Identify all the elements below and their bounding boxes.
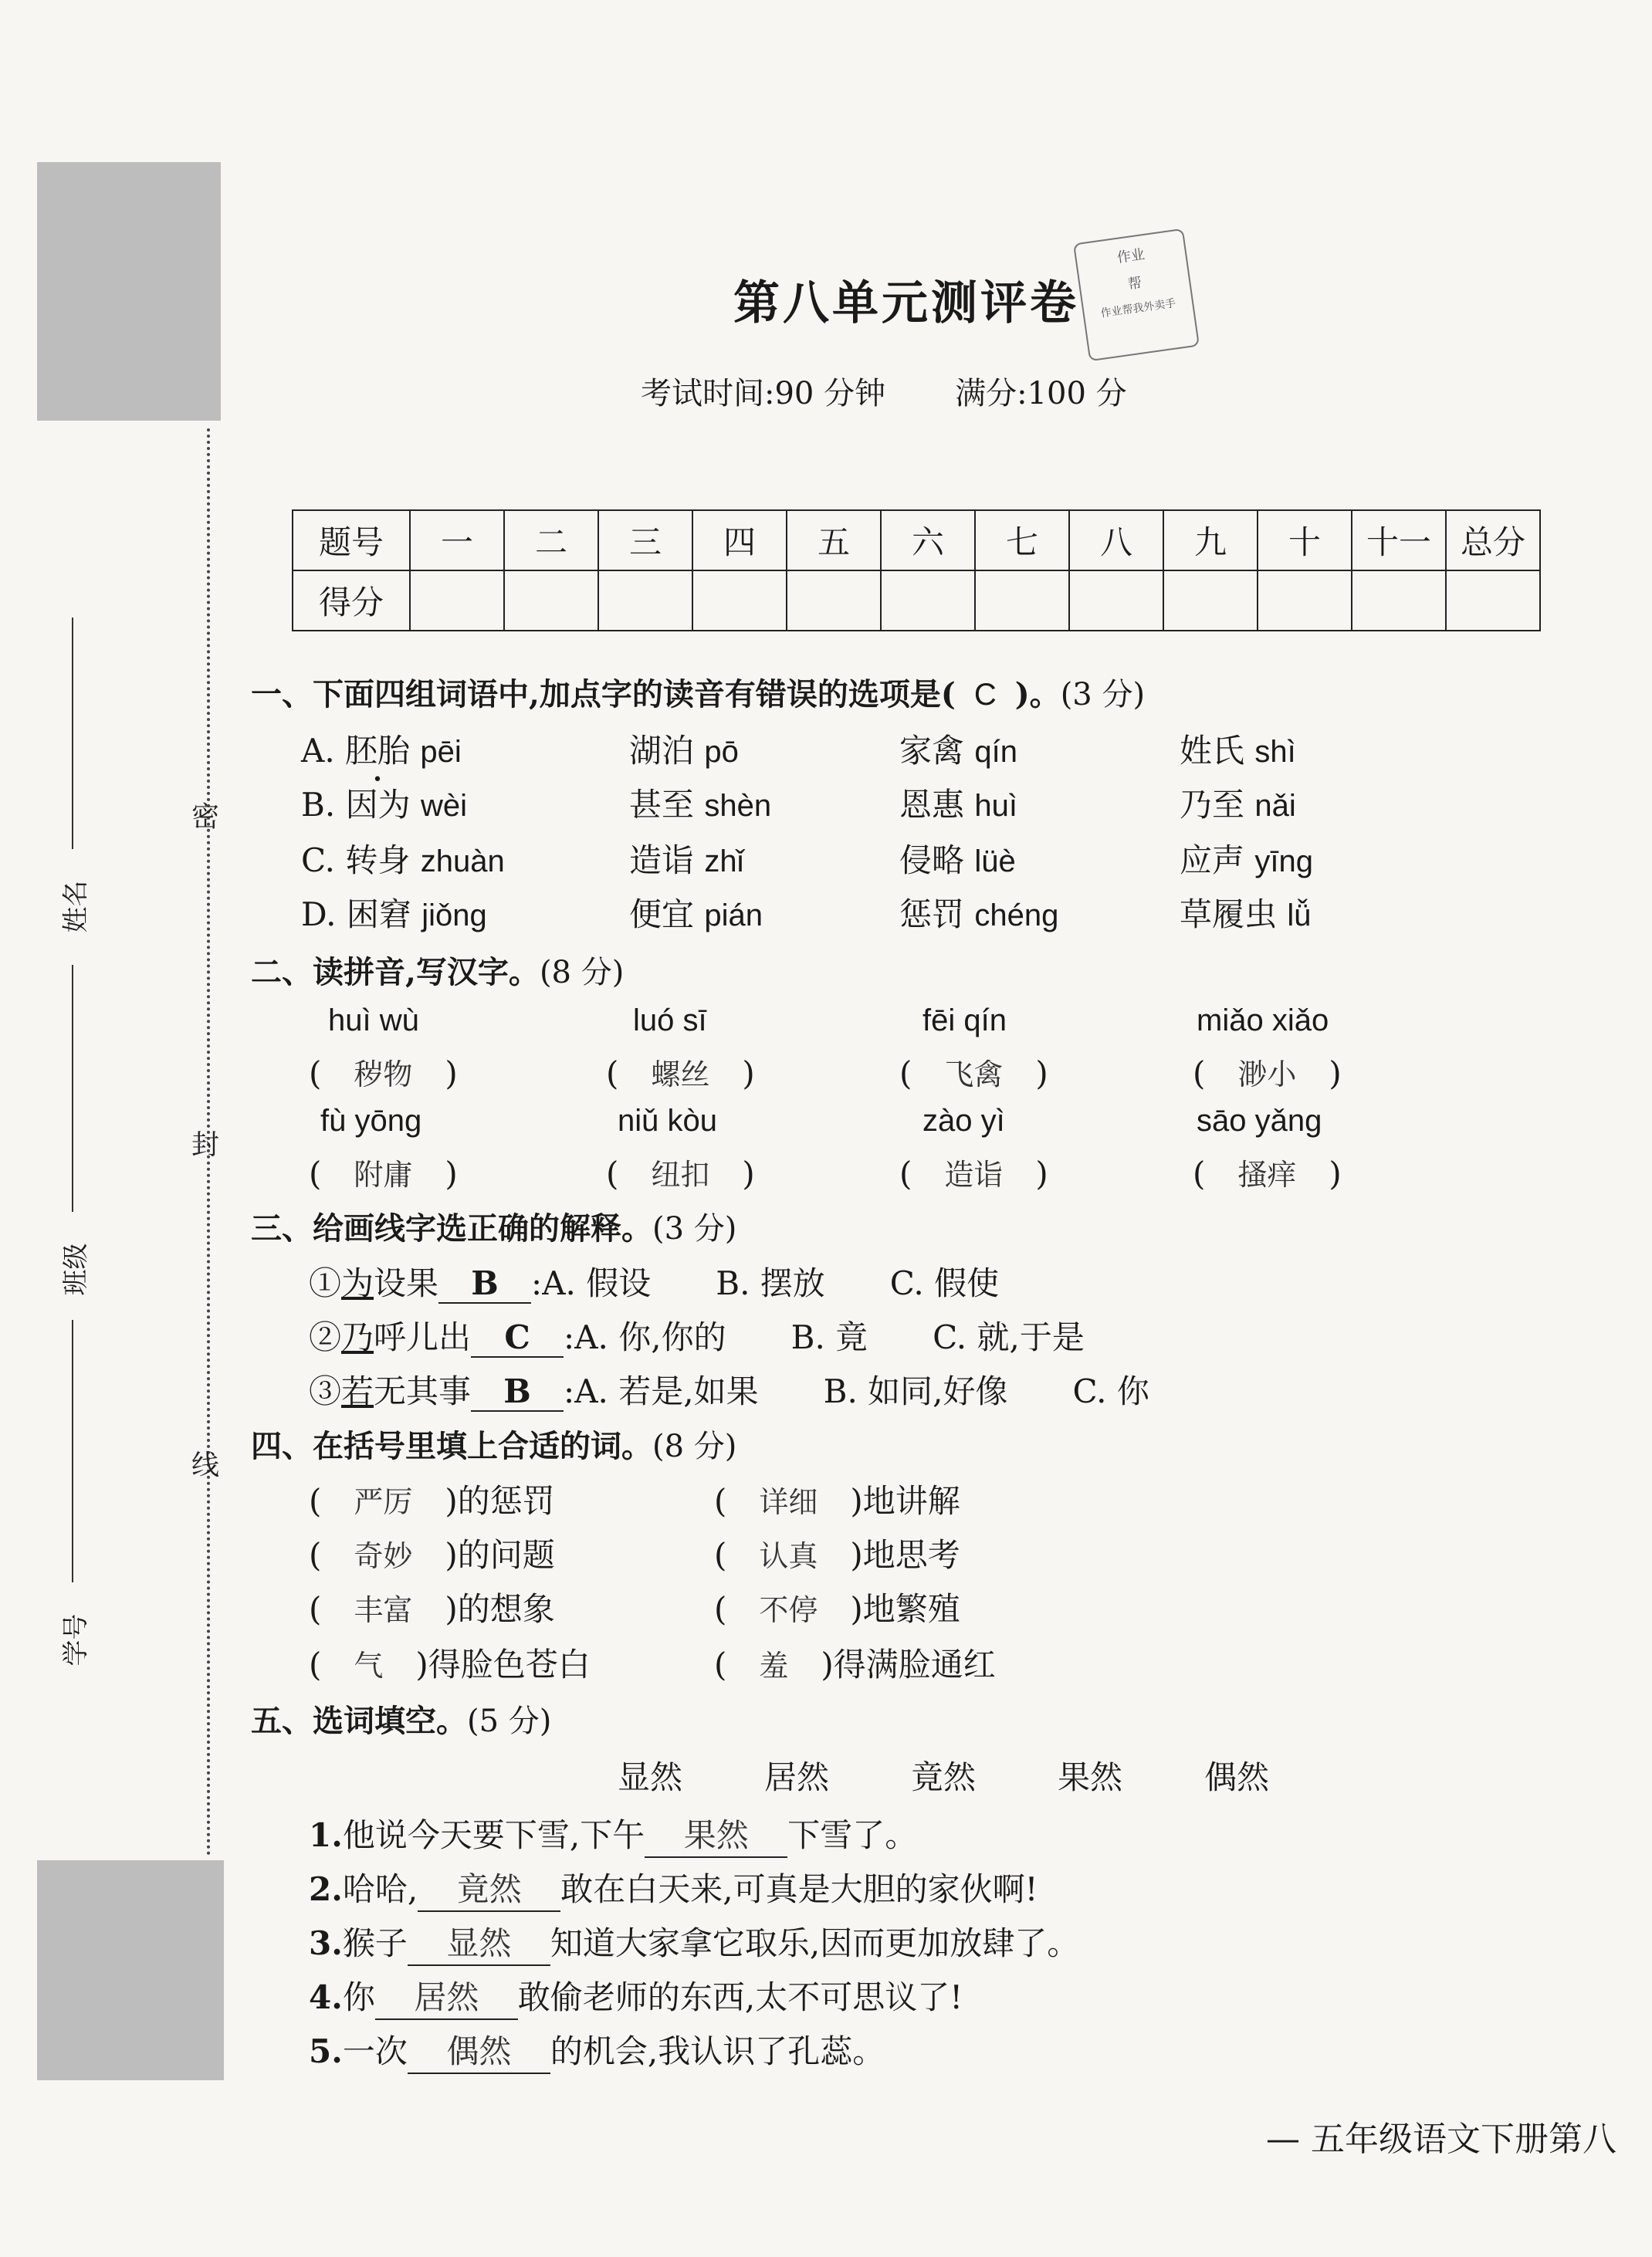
table-cell: 得分 — [293, 570, 410, 631]
q5-heading: 五、选词填空。(5 分) — [251, 1703, 552, 1739]
score-input-cell[interactable] — [410, 570, 504, 631]
q1-row-b-4: 乃至 nǎi — [1180, 786, 1296, 824]
q2-answer-box: ( 螺丝 ) — [606, 1054, 755, 1092]
q4-item: ( 丰富 )的想象 — [309, 1590, 555, 1628]
score-table-header-row — [293, 510, 1540, 570]
score-input-cell[interactable] — [787, 570, 881, 631]
q1-answer: C — [973, 678, 997, 712]
score-input-cell[interactable] — [1446, 570, 1540, 631]
q4-item: ( 认真 )地思考 — [714, 1536, 960, 1574]
q4-item: ( 严厉 )的惩罚 — [309, 1482, 555, 1520]
q3-item: ③若无其事 B :A. 若是,如果 B. 如同,好像 C. 你 — [309, 1372, 1149, 1410]
q2-answer-box: ( 飞禽 ) — [899, 1054, 1048, 1092]
q2-answer-box: ( 搔痒 ) — [1193, 1155, 1342, 1193]
side-label-number: 学号 — [60, 1613, 92, 1667]
q2-pinyin: miǎo xiǎo — [1197, 1003, 1329, 1037]
q5-sentence: 3.猴子 显然 知道大家拿它取乐,因而更加放肆了。 — [309, 1918, 1079, 1966]
q1-row-a-4: 姓氏 shì — [1180, 732, 1296, 770]
page-title: 第八单元测评卷 — [733, 276, 1079, 330]
table-cell: 九 — [1163, 510, 1258, 570]
q1-row-c-2: 造诣 zhǐ — [629, 841, 744, 879]
q4-heading: 四、在括号里填上合适的词。(8 分) — [251, 1428, 737, 1464]
score-input-cell[interactable] — [1069, 570, 1163, 631]
table-cell: 四 — [692, 510, 787, 570]
margin-gray-block-bottom — [37, 1860, 224, 2080]
q5-sentence: 5.一次 偶然 的机会,我认识了孔蕊。 — [309, 2026, 885, 2074]
q4-item: ( 羞 )得满脸通红 — [714, 1646, 996, 1683]
table-cell: 一 — [410, 510, 504, 570]
q1-row-a: A. 胚胎 pēi — [301, 732, 462, 770]
side-line-number — [72, 1320, 73, 1582]
q5-sentence: 1.他说今天要下雪,下午 果然 下雪了。 — [309, 1810, 917, 1858]
q2-pinyin: niǔ kòu — [618, 1104, 717, 1138]
table-cell: 总分 — [1446, 510, 1540, 570]
score-input-cell[interactable] — [1258, 570, 1352, 631]
page-footer: — 五年级语文下册第八 — [1266, 2120, 1616, 2159]
q4-item: ( 气 )得脸色苍白 — [309, 1646, 591, 1683]
q2-pinyin: sāo yǎng — [1197, 1104, 1322, 1138]
q4-item: ( 奇妙 )的问题 — [309, 1536, 555, 1574]
q5-word: 显然 — [618, 1758, 683, 1796]
q2-heading: 二、读拼音,写汉字。(8 分) — [251, 954, 625, 990]
q2-pinyin: zào yì — [922, 1104, 1005, 1138]
exam-time: 考试时间:90 分钟 — [641, 376, 886, 411]
table-cell: 三 — [598, 510, 692, 570]
q1-row-d: D. 困窘 jiǒng — [301, 895, 487, 933]
q5-word: 竟然 — [911, 1758, 977, 1796]
table-cell: 八 — [1069, 510, 1163, 570]
q5-sentence: 4.你 居然 敢偷老师的东西,太不可思议了! — [309, 1972, 963, 2020]
q1-row-c: C. 转身 zhuàn — [301, 841, 505, 879]
q1-row-d-3: 惩罚 chéng — [899, 895, 1059, 933]
q1-row-d-4: 草履虫 lǚ — [1180, 895, 1312, 933]
q2-answer-box: ( 渺小 ) — [1193, 1054, 1342, 1092]
score-input-cell[interactable] — [598, 570, 692, 631]
score-input-cell[interactable] — [692, 570, 787, 631]
table-cell: 题号 — [293, 510, 410, 570]
q1-row-a-3: 家禽 qín — [899, 732, 1017, 770]
binding-char-mi: 密 — [191, 801, 220, 833]
score-table-score-row — [293, 570, 1540, 631]
table-cell: 十 — [1258, 510, 1352, 570]
score-input-cell[interactable] — [1163, 570, 1258, 631]
q3-heading: 三、给画线字选正确的解释。(3 分) — [251, 1210, 737, 1247]
side-label-class: 班级 — [60, 1243, 92, 1296]
q5-word: 果然 — [1058, 1758, 1123, 1796]
q5-word: 居然 — [764, 1758, 830, 1796]
q1-heading: 一、下面四组词语中,加点字的读音有错误的选项是( C )。(3 分) — [251, 676, 1146, 712]
q2-answer-box: ( 秽物 ) — [309, 1054, 458, 1092]
q1-row-a-2: 湖泊 pō — [629, 732, 739, 770]
q1-row-b: B. 因为 wèi — [301, 786, 467, 824]
score-input-cell[interactable] — [504, 570, 598, 631]
q1-row-c-3: 侵略 lüè — [899, 841, 1016, 879]
q2-answer-box: ( 纽扣 ) — [606, 1155, 755, 1193]
score-input-cell[interactable] — [975, 570, 1069, 631]
q1-row-d-2: 便宜 pián — [629, 895, 763, 933]
table-cell: 七 — [975, 510, 1069, 570]
q2-pinyin: fēi qín — [922, 1003, 1007, 1037]
side-line-class — [72, 965, 73, 1212]
q3-item: ①为设果 B :A. 假设 B. 摆放 C. 假使 — [309, 1264, 1000, 1302]
table-cell: 二 — [504, 510, 598, 570]
score-table — [292, 509, 1541, 631]
q5-sentence: 2.哈哈, 竟然 敢在白天来,可真是大胆的家伙啊! — [309, 1864, 1038, 1912]
score-input-cell[interactable] — [881, 570, 975, 631]
score-input-cell[interactable] — [1352, 570, 1446, 631]
q1-row-c-4: 应声 yīng — [1180, 841, 1313, 879]
binding-char-xian: 线 — [191, 1450, 220, 1481]
q2-pinyin: fù yōng — [320, 1104, 422, 1138]
watermark-stamp: 作业 帮 作业帮我外卖手 — [1073, 228, 1200, 362]
q2-answer-box: ( 造诣 ) — [899, 1155, 1048, 1193]
q3-item: ②乃呼儿出 C :A. 你,你的 B. 竟 C. 就,于是 — [309, 1318, 1085, 1356]
q4-item: ( 不停 )地繁殖 — [714, 1590, 960, 1628]
side-line-name — [72, 618, 73, 849]
q5-word: 偶然 — [1204, 1758, 1270, 1796]
q2-answer-box: ( 附庸 ) — [309, 1155, 458, 1193]
q2-pinyin: luó sī — [633, 1003, 707, 1037]
binding-char-feng: 封 — [191, 1129, 220, 1161]
q1-row-b-2: 甚至 shèn — [629, 786, 772, 824]
full-score: 满分:100 分 — [955, 376, 1127, 411]
q1-row-b-3: 恩惠 huì — [899, 786, 1017, 824]
q4-item: ( 详细 )地讲解 — [714, 1482, 960, 1520]
side-label-name: 姓名 — [60, 880, 92, 933]
margin-gray-block-top — [37, 162, 221, 421]
q2-pinyin: huì wù — [328, 1003, 419, 1037]
table-cell: 五 — [787, 510, 881, 570]
table-cell: 十一 — [1352, 510, 1446, 570]
table-cell: 六 — [881, 510, 975, 570]
exam-info — [641, 369, 1127, 413]
